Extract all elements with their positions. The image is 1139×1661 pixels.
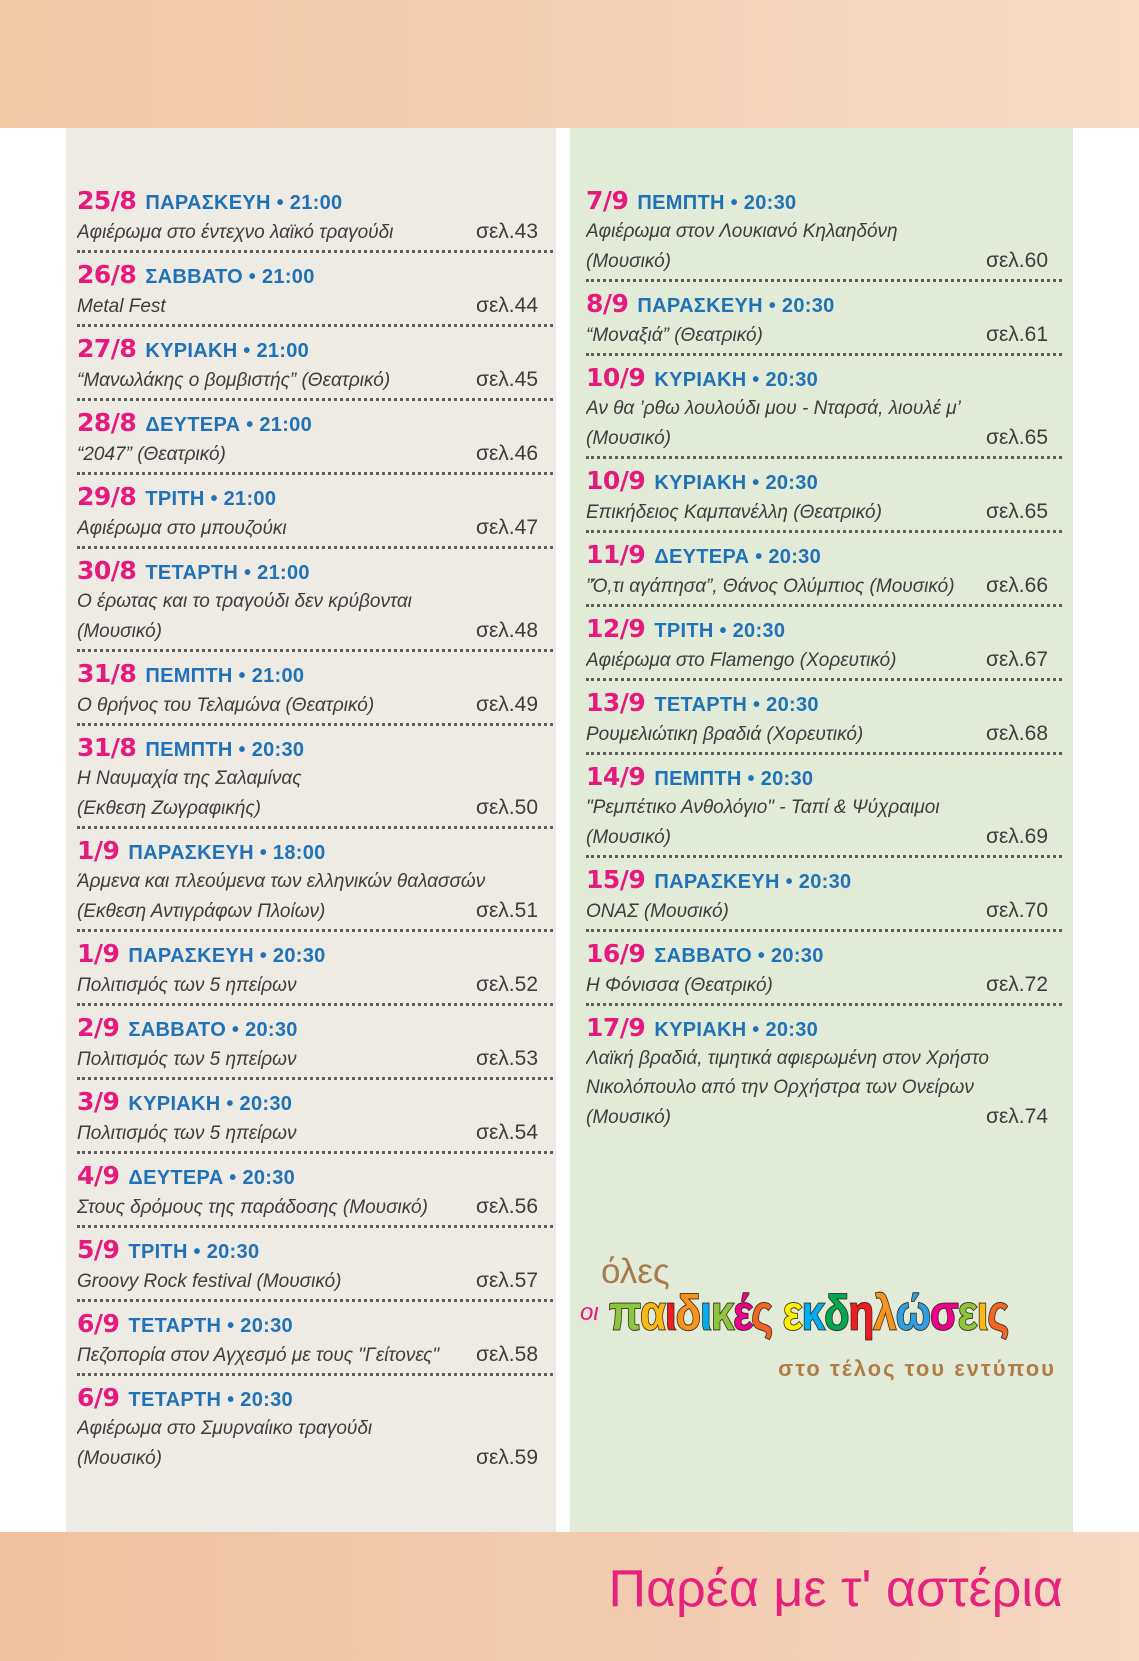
event-heading: [586, 362, 1062, 394]
event-description-line: (Μουσικό): [586, 428, 672, 449]
event-description-line: Ρουμελιώτικη βραδιά (Χορευτικό): [586, 724, 864, 745]
logo-letter: λ: [873, 1284, 896, 1341]
event-description-line: ”Ό,τι αγάπησα”, Θάνος Ολύμπιος (Μουσικό): [586, 576, 955, 597]
event-day-time: ΠΑΡΑΣΚΕΥΗ • 21:00: [145, 192, 343, 214]
event-date: 1/9: [77, 836, 120, 865]
event-description-row: [586, 320, 1062, 349]
event-description-line: "Ρεμπέτικο Ανθολόγιο" - Ταπί & Ψύχραιμοι: [586, 797, 940, 818]
event-date: 25/8: [77, 186, 137, 215]
event-entry: [77, 1012, 553, 1080]
event-date: 11/9: [586, 540, 646, 569]
event-page-ref: σελ.59: [475, 1446, 538, 1469]
logo-letter: σ: [930, 1284, 958, 1341]
event-entry: [586, 288, 1062, 356]
event-description-row: [586, 394, 1062, 423]
event-day-time: ΣΑΒΒΑΤΟ • 20:30: [654, 945, 824, 967]
event-heading: [77, 1086, 553, 1118]
event-date: 26/8: [77, 260, 137, 289]
event-heading: [586, 761, 1062, 793]
event-page-ref: σελ.68: [985, 722, 1048, 745]
event-date: 7/9: [586, 186, 629, 215]
event-description-line: “2047” (Θεατρικό): [77, 444, 226, 465]
event-entry: [586, 362, 1062, 459]
logo-article: οι: [580, 1299, 599, 1326]
event-page-ref: σελ.44: [475, 294, 538, 317]
event-day-time: ΠΑΡΑΣΚΕΥΗ • 20:30: [637, 295, 835, 317]
logo-title: [609, 1283, 1008, 1343]
event-description-row: [77, 1414, 553, 1443]
event-entry: [77, 835, 553, 932]
event-day-time: ΚΥΡΙΑΚΗ • 20:30: [654, 1019, 819, 1041]
event-day-time: ΠΑΡΑΣΚΕΥΗ • 20:30: [128, 945, 326, 967]
event-date: 8/9: [586, 289, 629, 318]
event-description-row: [77, 217, 553, 246]
event-description-line: Πολιτισμός των 5 ηπείρων: [77, 975, 297, 996]
event-date: 15/9: [586, 865, 646, 894]
event-date: 12/9: [586, 614, 646, 643]
event-description-line: (Μουσικό): [586, 1107, 672, 1128]
event-heading: [77, 259, 553, 291]
event-description-line: ΟΝΑΣ (Μουσικό): [586, 901, 729, 922]
event-day-time: ΤΡΙΤΗ • 20:30: [128, 1241, 260, 1263]
event-page-ref: σελ.52: [475, 973, 538, 996]
event-date: 5/9: [77, 1235, 120, 1264]
event-page-ref: σελ.65: [985, 500, 1048, 523]
event-date: 4/9: [77, 1161, 120, 1190]
event-description-row: [77, 1118, 553, 1147]
event-description-line: Αφιέρωμα στον Λουκιανό Κηλαηδόνη: [586, 221, 898, 242]
event-date: 14/9: [586, 762, 646, 791]
event-page-ref: σελ.67: [985, 648, 1048, 671]
event-entry: [77, 1086, 553, 1154]
events-column-left: [66, 128, 556, 1532]
event-day-time: ΚΥΡΙΑΚΗ • 20:30: [654, 472, 819, 494]
event-description-row: [586, 645, 1062, 674]
event-description-row: [586, 1102, 1062, 1131]
event-page-ref: σελ.53: [475, 1047, 538, 1070]
event-heading: [586, 288, 1062, 320]
event-description-line: (Εκθεση Αντιγράφων Πλοίων): [77, 901, 326, 922]
event-description-line: Στους δρόμους της παράδοσης (Μουσικό): [77, 1197, 428, 1218]
event-description-row: [586, 719, 1062, 748]
event-date: 13/9: [586, 688, 646, 717]
event-heading: [586, 864, 1062, 896]
event-description-line: (Μουσικό): [77, 621, 163, 642]
event-description-line: Άρμενα και πλεούμενα των ελληνικών θαλασσών: [77, 871, 486, 892]
event-entry: [586, 761, 1062, 858]
event-description-row: [77, 896, 553, 925]
event-day-time: ΤΕΤΑΡΤΗ • 20:30: [128, 1315, 293, 1337]
logo-letter: α: [640, 1284, 665, 1341]
event-heading: [586, 185, 1062, 217]
event-date: 17/9: [586, 1013, 646, 1042]
event-description-row: [586, 217, 1062, 246]
logo-letter: π: [609, 1284, 641, 1341]
event-page-ref: σελ.47: [475, 516, 538, 539]
event-date: 10/9: [586, 363, 646, 392]
event-heading: [77, 658, 553, 690]
event-page-ref: σελ.58: [475, 1343, 538, 1366]
event-description-line: Λαϊκή βραδιά, τιμητικά αφιερωμένη στον Χρήστο: [586, 1048, 989, 1069]
event-description-line: “Μανωλάκης ο βομβιστής” (Θεατρικό): [77, 370, 391, 391]
event-heading: [77, 481, 553, 513]
event-heading: [77, 185, 553, 217]
event-day-time: ΚΥΡΙΑΚΗ • 20:30: [128, 1093, 293, 1115]
event-description-row: [77, 1340, 553, 1369]
event-description-row: [77, 1266, 553, 1295]
event-date: 6/9: [77, 1383, 120, 1412]
event-day-time: ΔΕΥΤΕΡΑ • 21:00: [145, 414, 313, 436]
event-description-line: Πολιτισμός των 5 ηπείρων: [77, 1049, 297, 1070]
event-description-row: [77, 291, 553, 320]
event-page-ref: σελ.65: [985, 426, 1048, 449]
event-entry: [77, 407, 553, 475]
event-date: 10/9: [586, 466, 646, 495]
event-day-time: ΔΕΥΤΕΡΑ • 20:30: [654, 546, 822, 568]
event-entry: [77, 1308, 553, 1376]
event-heading: [586, 938, 1062, 970]
event-description-row: [586, 970, 1062, 999]
logo-letter: η: [848, 1284, 874, 1341]
event-description-line: (Μουσικό): [77, 1448, 163, 1469]
event-page-ref: σελ.66: [985, 574, 1048, 597]
event-description-row: [77, 439, 553, 468]
event-entry: [77, 938, 553, 1006]
logo-prefix: όλες: [601, 1252, 670, 1291]
event-entry: [586, 1012, 1062, 1135]
event-heading: [586, 1012, 1062, 1044]
event-page-ref: σελ.45: [475, 368, 538, 391]
event-description-row: [586, 1044, 1062, 1073]
event-page-ref: σελ.57: [475, 1269, 538, 1292]
event-description-line: Αφιέρωμα στο έντεχνο λαϊκό τραγούδι: [77, 222, 394, 243]
event-date: 3/9: [77, 1087, 120, 1116]
event-date: 27/8: [77, 334, 137, 363]
event-description-line: Ο έρωτας και το τραγούδι δεν κρύβονται: [77, 591, 412, 612]
event-date: 6/9: [77, 1309, 120, 1338]
logo-letter: ς: [751, 1284, 773, 1341]
event-entry: [586, 613, 1062, 681]
logo-space: [772, 1278, 783, 1349]
event-day-time: ΠΕΜΠΤΗ • 21:00: [145, 665, 305, 687]
event-entry: [77, 658, 553, 726]
event-page-ref: σελ.51: [475, 899, 538, 922]
event-description-row: [77, 793, 553, 822]
event-entry: [586, 938, 1062, 1006]
top-band: [0, 0, 1139, 128]
footer-title: Παρέα με τ' αστέρια: [608, 1560, 1063, 1618]
event-description-line: Αφιέρωμα στο μπουζούκι: [77, 518, 287, 539]
event-date: 29/8: [77, 482, 137, 511]
event-day-time: ΠΑΡΑΣΚΕΥΗ • 18:00: [128, 842, 326, 864]
event-date: 30/8: [77, 556, 137, 585]
event-entry: [77, 185, 553, 253]
event-heading: [77, 333, 553, 365]
event-entry: [77, 1234, 553, 1302]
event-heading: [586, 539, 1062, 571]
event-entry: [586, 185, 1062, 282]
event-description-line: Αφιέρωμα στο Flamengo (Χορευτικό): [586, 650, 897, 671]
event-page-ref: σελ.43: [475, 220, 538, 243]
event-description-row: [77, 616, 553, 645]
logo-letter: ς: [987, 1284, 1009, 1341]
event-description-row: [77, 513, 553, 542]
event-entry: [77, 732, 553, 829]
event-description-line: “Μοναξιά” (Θεατρικό): [586, 325, 763, 346]
event-description-row: [586, 497, 1062, 526]
event-date: 1/9: [77, 939, 120, 968]
event-page-ref: σελ.49: [475, 693, 538, 716]
logo-letter: ι: [664, 1284, 676, 1341]
event-page-ref: σελ.60: [985, 249, 1048, 272]
event-entry: [77, 481, 553, 549]
event-day-time: ΠΑΡΑΣΚΕΥΗ • 20:30: [654, 871, 852, 893]
logo-letter: ι: [700, 1284, 711, 1341]
event-date: 31/8: [77, 659, 137, 688]
logo-letter: κ: [801, 1284, 825, 1341]
event-heading: [77, 555, 553, 587]
logo-letter: ε: [782, 1284, 802, 1341]
event-description-row: [77, 867, 553, 896]
logo-letter: έ: [733, 1284, 752, 1341]
event-day-time: ΣΑΒΒΑΤΟ • 20:30: [128, 1019, 298, 1041]
event-page-ref: σελ.48: [475, 619, 538, 642]
event-description-line: Αν θα ’ρθω λουλούδι μου - Νταρσά, λιουλέ μ’: [586, 398, 961, 419]
event-heading: [77, 1160, 553, 1192]
event-entry: [77, 259, 553, 327]
event-description-line: Πολιτισμός των 5 ηπείρων: [77, 1123, 297, 1144]
event-description-line: Η Φόνισσα (Θεατρικό): [586, 975, 773, 996]
event-description-line: Groovy Rock festival (Μουσικό): [77, 1271, 342, 1292]
event-description-line: (Μουσικό): [586, 827, 672, 848]
event-page-ref: σελ.69: [985, 825, 1048, 848]
event-heading: [77, 732, 553, 764]
event-description-line: Metal Fest: [77, 296, 166, 317]
event-description-row: [77, 365, 553, 394]
logo-letter: δ: [824, 1284, 849, 1341]
event-entry: [586, 465, 1062, 533]
event-day-time: ΤΕΤΑΡΤΗ • 21:00: [145, 562, 310, 584]
event-day-time: ΚΥΡΙΑΚΗ • 20:30: [654, 369, 819, 391]
event-date: 31/8: [77, 733, 137, 762]
event-day-time: ΣΑΒΒΑΤΟ • 21:00: [145, 266, 315, 288]
event-heading: [586, 687, 1062, 719]
event-description-line: Νικολόπουλο από την Ορχήστρα των Ονείρων: [586, 1077, 974, 1098]
logo-letter: ε: [957, 1284, 977, 1341]
event-description-row: [586, 423, 1062, 452]
event-day-time: ΠΕΜΠΤΗ • 20:30: [637, 192, 797, 214]
event-heading: [77, 1234, 553, 1266]
event-entry: [586, 539, 1062, 607]
logo-letter: κ: [710, 1284, 734, 1341]
event-entry: [77, 1160, 553, 1228]
event-description-row: [77, 764, 553, 793]
event-day-time: ΤΕΤΑΡΤΗ • 20:30: [654, 694, 819, 716]
event-entry: [586, 687, 1062, 755]
event-description-row: [77, 1443, 553, 1472]
event-page-ref: σελ.46: [475, 442, 538, 465]
event-entry: [77, 333, 553, 401]
event-date: 28/8: [77, 408, 137, 437]
event-description-line: Επικήδειος Καμπανέλλη (Θεατρικό): [586, 502, 882, 523]
event-description-row: [77, 1192, 553, 1221]
event-description-line: Πεζοπορία στον Αγχεσμό με τους "Γείτονες": [77, 1345, 440, 1366]
event-heading: [77, 1012, 553, 1044]
event-page-ref: σελ.54: [475, 1121, 538, 1144]
event-description-row: [586, 793, 1062, 822]
event-heading: [77, 407, 553, 439]
event-date: 2/9: [77, 1013, 120, 1042]
event-page-ref: σελ.61: [985, 323, 1048, 346]
logo-letter: ι: [976, 1284, 988, 1341]
event-heading: [77, 938, 553, 970]
logo-subtitle: στο τέλος του εντύπου: [778, 1356, 1056, 1381]
event-description-line: (Μουσικό): [586, 251, 672, 272]
event-day-time: ΔΕΥΤΕΡΑ • 20:30: [128, 1167, 296, 1189]
event-day-time: ΠΕΜΠΤΗ • 20:30: [654, 768, 814, 790]
event-page-ref: σελ.50: [475, 796, 538, 819]
event-description-row: [586, 571, 1062, 600]
event-day-time: ΤΡΙΤΗ • 20:30: [654, 620, 786, 642]
event-description-line: Η Ναυμαχία της Σαλαμίνας: [77, 768, 302, 789]
event-description-line: Ο θρήνος του Τελαμώνα (Θεατρικό): [77, 695, 375, 716]
event-description-row: [77, 970, 553, 999]
event-day-time: ΚΥΡΙΑΚΗ • 21:00: [145, 340, 310, 362]
event-heading: [77, 1308, 553, 1340]
event-description-row: [77, 587, 553, 616]
logo-letter: δ: [675, 1284, 701, 1341]
event-entry: [77, 1382, 553, 1476]
event-description-line: Αφιέρωμα στο Σμυρναίικο τραγούδι: [77, 1418, 373, 1439]
event-date: 16/9: [586, 939, 646, 968]
event-entry: [586, 864, 1062, 932]
event-day-time: ΠΕΜΠΤΗ • 20:30: [145, 739, 305, 761]
event-day-time: ΤΕΤΑΡΤΗ • 20:30: [128, 1389, 293, 1411]
event-description-row: [586, 246, 1062, 275]
event-heading: [586, 613, 1062, 645]
event-description-row: [586, 896, 1062, 925]
event-entry: [77, 555, 553, 652]
event-description-row: [586, 1073, 1062, 1102]
event-page-ref: σελ.74: [985, 1105, 1048, 1128]
event-description-line: (Εκθεση Ζωγραφικής): [77, 798, 261, 819]
event-page-ref: σελ.56: [475, 1195, 538, 1218]
event-page-ref: σελ.72: [985, 973, 1048, 996]
logo-letter: ώ: [895, 1284, 931, 1341]
event-description-row: [77, 1044, 553, 1073]
event-day-time: ΤΡΙΤΗ • 21:00: [145, 488, 277, 510]
event-page-ref: σελ.70: [985, 899, 1048, 922]
event-heading: [77, 1382, 553, 1414]
event-description-row: [586, 822, 1062, 851]
event-heading: [77, 835, 553, 867]
event-heading: [586, 465, 1062, 497]
event-description-row: [77, 690, 553, 719]
